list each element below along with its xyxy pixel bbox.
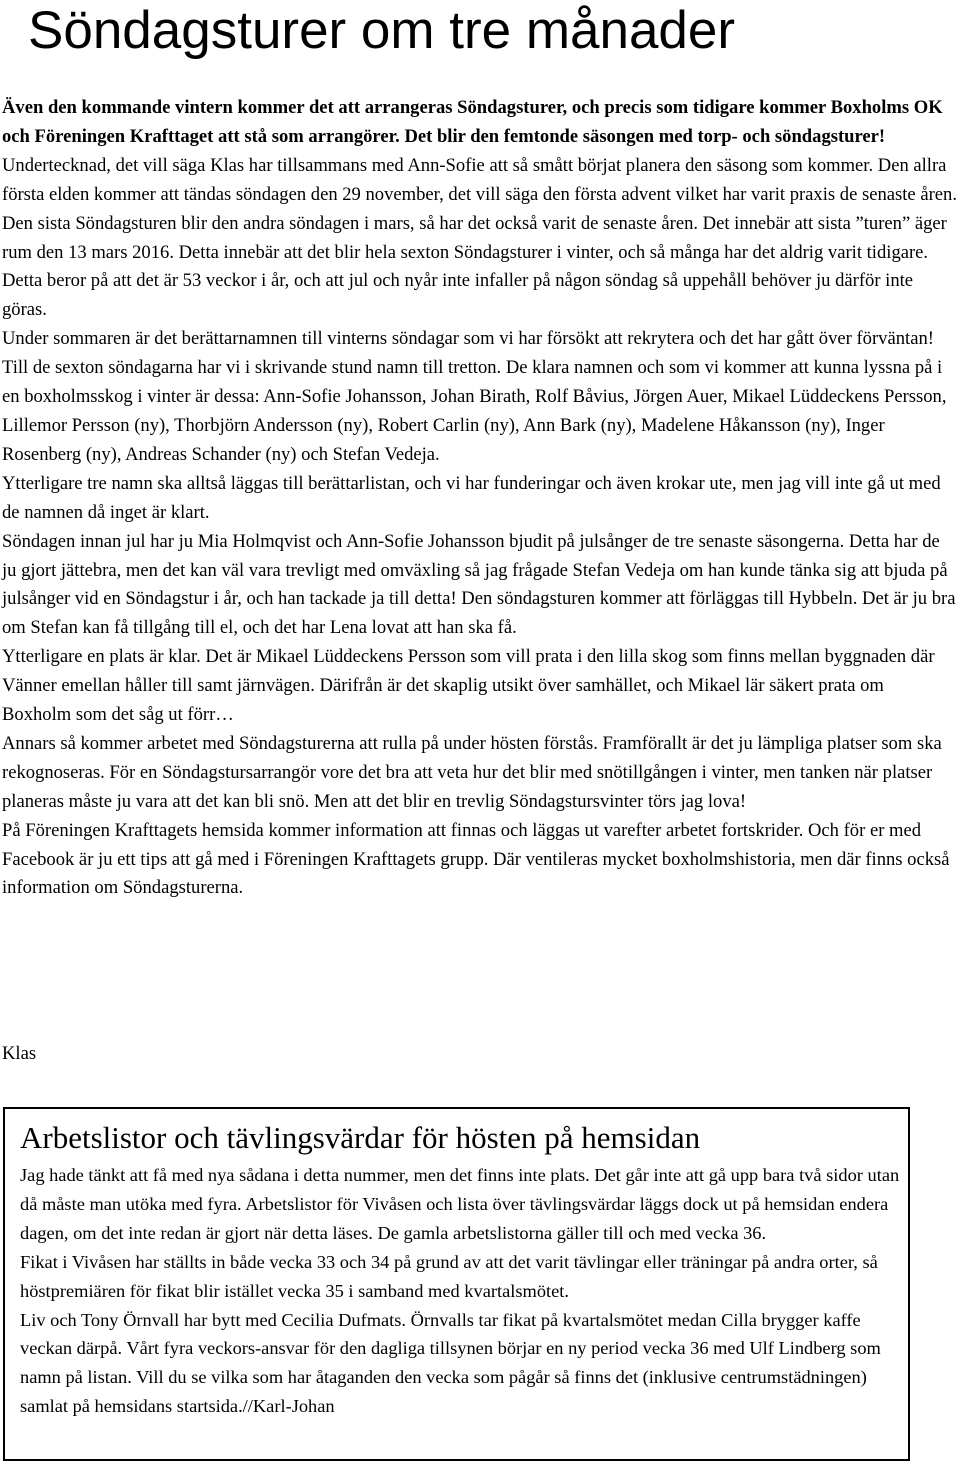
article-title: Söndagsturer om tre månader bbox=[28, 1, 736, 60]
article-paragraph: Ytterligare en plats är klar. Det är Mikael Lüddeckens Persson som vill prata i den lilla skog som finns mellan byggnaden där Vänner emellan håller till samt järnvägen. Därifrån är det skaplig utsikt över samhället, och Mikael lär säkert prata om Boxholm som det såg ut förr… bbox=[2, 646, 935, 726]
notice-box bbox=[3, 1107, 910, 1461]
article-paragraph: På Föreningen Krafttagets hemsida kommer information att finnas och läggas ut varefter arbetet fortskrider. Och för er med Facebook är ju ett tips att gå med i Föreningen Krafttagets grupp. Där ventileras mycket boxholmshistoria, men där finns också information om Söndagsturerna. bbox=[2, 819, 950, 899]
article-body bbox=[2, 94, 957, 903]
article-paragraph: Undertecknad, det vill säga Klas har tillsammans med Ann-Sofie att så smått börjat planera den säsong som kommer. Den allra första elden kommer att tändas söndagen den 29 november, det vill säga den första advent vilket har varit praxis de senaste åren. Den sista Söndagsturen blir den andra söndagen i mars, så har det också varit de senaste åren. Det innebär att sista ”turen” äger rum den 13 mars 2016. Detta innebär att det blir hela sexton Söndagsturer i vinter, och så många har det aldrig varit tidigare. Detta beror på att det är 53 veckor i år, och att jul och nyår inte infaller på någon söndag så uppehåll behöver ju därför inte göras. bbox=[2, 154, 957, 321]
notice-paragraph: Fikat i Vivåsen har ställts in både vecka 33 och 34 på grund av att det varit tävlingar eller träningar på andra orter, så höstpremiären för fikat blir istället vecka 35 i samband med kvartalsmötet. bbox=[20, 1251, 878, 1301]
article-paragraph: Annars så kommer arbetet med Söndagsturerna att rulla på under hösten förstås. Framförallt är det ju lämpliga platser som ska rekognoseras. För en Söndagstursarrangör vore det bra att veta hur det blir med snötillgången i vinter, men tanken när platser planeras måste ju vara att det kan bli snö. Men att det blir en trevlig Söndagstursvinter törs jag lova! bbox=[2, 732, 942, 812]
notice-paragraph: Jag hade tänkt att få med nya sådana i detta nummer, men det finns inte plats. Det går inte att gå upp bara två sidor utan då måste man utöka med fyra. Arbetslistor för Vivåsen och lista över tävlingsvärdar läggs dock ut på hemsidan endera dagen, om det inte redan är gjort när detta läses. De gamla arbetslistorna gäller till och med vecka 36. bbox=[20, 1165, 900, 1243]
notice-title: Arbetslistor och tävlingsvärdar för hösten på hemsidan bbox=[20, 1120, 701, 1155]
notice-paragraph: Liv och Tony Örnvall har bytt med Cecilia Dufmats. Örnvalls tar fikat på kvartalsmötet medan Cilla brygger kaffe veckan därpå. Vårt fyra veckors-ansvar för den dagliga tillsynen börjar en ny period vecka 36 med Ulf Lindberg som namn på listan. Vill du se vilka som har åtaganden den vecka som pågår så finns det (inklusive centrumstädningen) samlat på hemsidans startsida.//Karl-Johan bbox=[20, 1309, 881, 1417]
article-signature: Klas bbox=[2, 1043, 37, 1064]
notice-body bbox=[20, 1161, 905, 1421]
article-paragraph: Söndagen innan jul har ju Mia Holmqvist och Ann-Sofie Johansson bjudit på julsånger de tre senaste säsongerna. Detta har de ju gjort jättebra, men det kan väl vara trevligt med omväxling så jag frågade Stefan Vedeja om han kunde tänka sig att bjuda på julsånger vid en Söndagstur i år, och han tackade ja till detta! Den söndagsturen kommer att förläggas till Hybbeln. Det är ju bra om Stefan kan få tillgång till el, och det har Lena lovat att han ska få. bbox=[2, 530, 956, 639]
article-paragraph: Ytterligare tre namn ska alltså läggas till berättarlistan, och vi har funderingar och även krokar ute, men jag vill inte gå ut med de namnen då inget är klart. bbox=[2, 472, 941, 523]
article-lead: Även den kommande vintern kommer det att arrangeras Söndagsturer, och precis som tidigare kommer Boxholms OK och Föreningen Krafttaget att stå som arrangörer. Det blir den femtonde säsongen med torp- och söndagsturer! bbox=[2, 97, 943, 147]
article-paragraph: Under sommaren är det berättarnamnen till vinterns söndagar som vi har försökt att rekrytera och det har gått över förväntan! Till de sexton söndagarna har vi i skrivande stund namn till tretton. De klara namnen och som vi kommer att kunna lyssna på i en boxholmsskog i vinter är dessa: Ann-Sofie Johansson, Johan Birath, Rolf Båvius, Jörgen Auer, Mikael Lüddeckens Persson, Lillemor Persson (ny), Thorbjörn Andersson (ny), Robert Carlin (ny), Ann Bark (ny), Madelene Håkansson (ny), Inger Rosenberg (ny), Andreas Schander (ny) och Stefan Vedeja. bbox=[2, 328, 947, 465]
